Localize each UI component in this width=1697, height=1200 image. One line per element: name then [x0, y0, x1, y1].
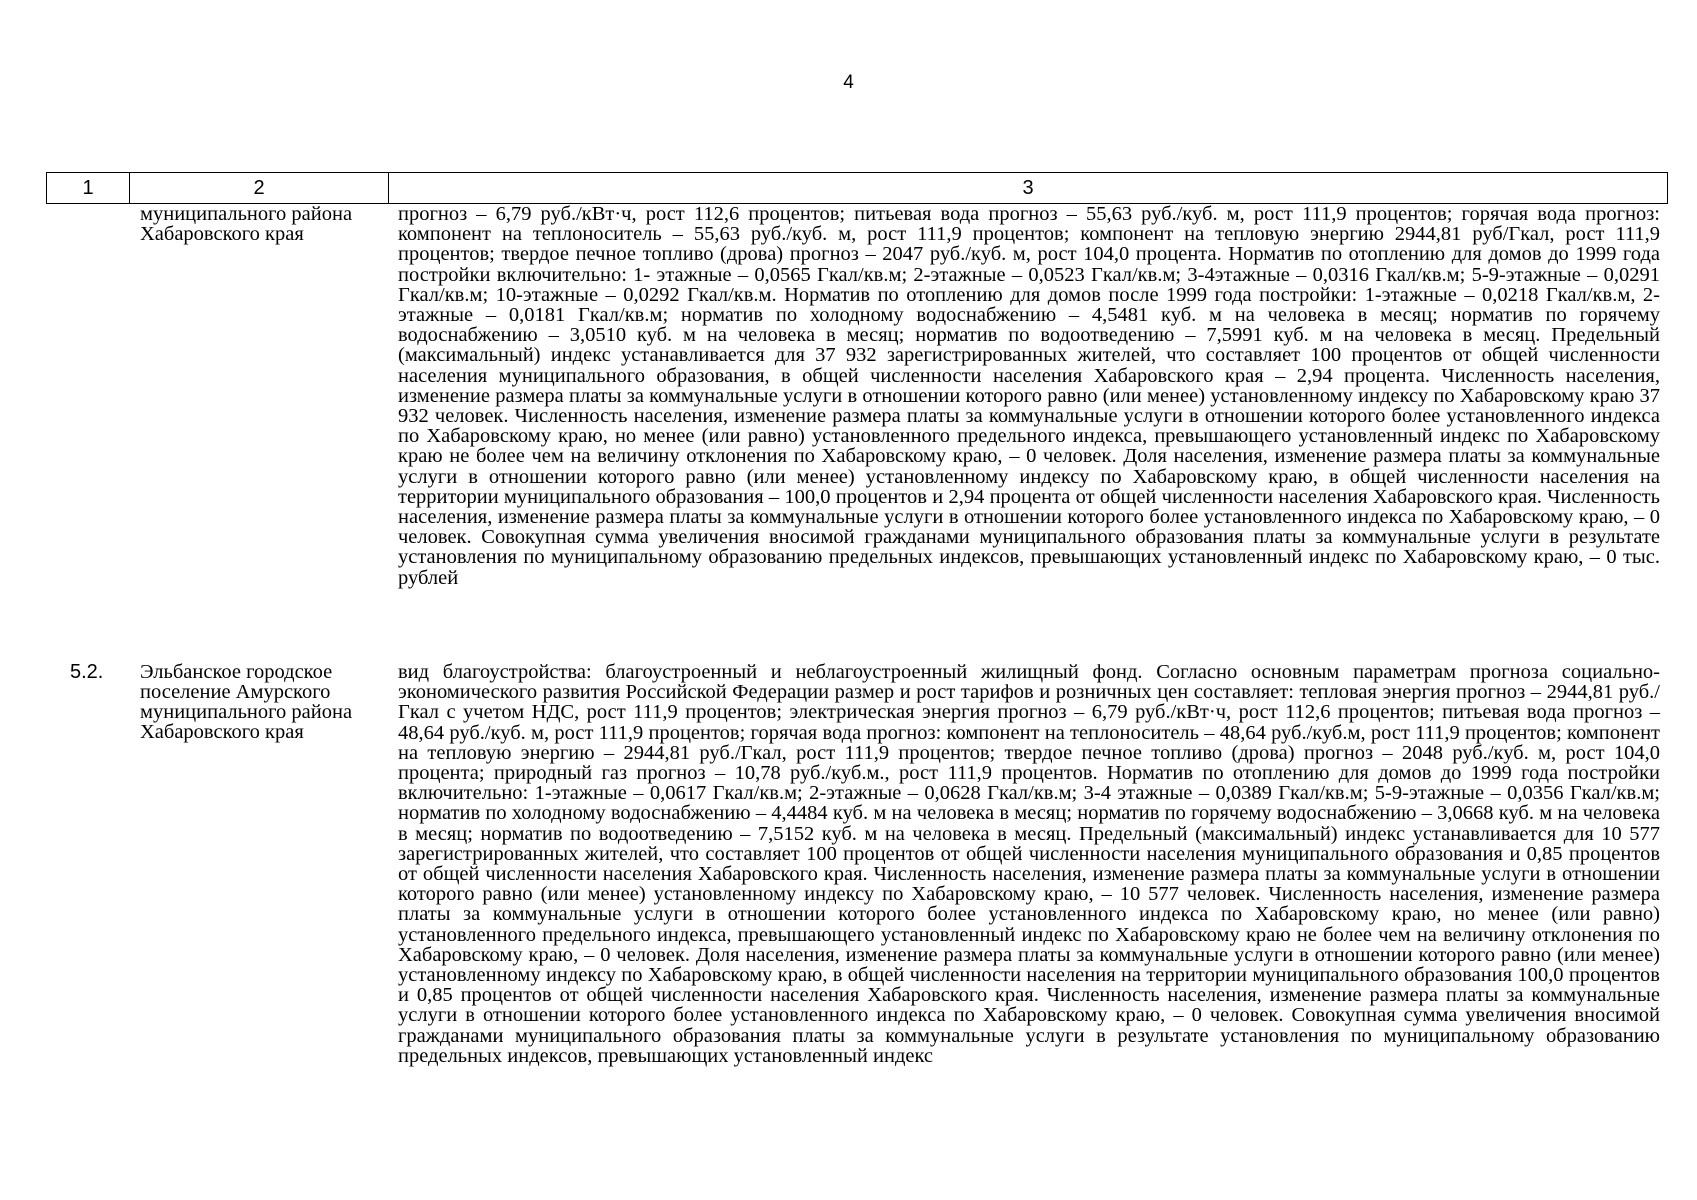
- table-header-row: [47, 173, 1668, 204]
- column-header-1: 1: [47, 173, 130, 204]
- municipality-name: Эльбанское городское поселение Амурского муниципального района Хабаровского края: [140, 661, 353, 743]
- column-header-2: 2: [130, 173, 389, 204]
- row-description: вид благоустройства: благоустроенный и неблагоустроенный жилищный фонд. Согласно основным параметрам прогноза социально-экономического развития Российской Федерации размер и рост тарифов и розничных цен составляет: тепловая энергия прогноз – 2944,81 руб./Гкал с учетом НДС, рост 111,9 процентов; электрическая энергия прогноз – 6,79 руб./кВт·ч, рост 112,6 процентов; питьевая вода прогноз – 48,64 руб./куб. м, рост 111,9 процентов; горячая вода прогноз: компонент на теплоноситель – 48,64 руб./куб.м, рост 111,9 процентов; компонент на тепловую энергию – 2944,81 руб./Гкал, рост 111,9 процентов; твердое печное топливо (дрова) прогноз – 2048 руб./куб. м, рост 104,0 процента; природный газ прогноз – 10,78 руб./куб.м., рост 111,9 процентов. Норматив по отоплению для домов до 1999 года постройки включительно: 1-этажные – 0,0617 Гкал/кв.м; 2-этажные – 0,0628 Гкал/кв.м; 3-4 этажные – 0,0389 Гкал/кв.м; 5-9-этажные – 0,0356 Гкал/кв.м; норматив по холодному водоснабжению – 4,4484 куб. м на человека в месяц; норматив по горячему водоснабжению – 3,0668 куб. м на человека в месяц; норматив по водоотведению – 7,5152 куб. м на человека в месяц. Предельный (максимальный) индекс устанавливается для 10 577 зарегистрированных жителей, что составляет 100 процентов от общей численности населения муниципального образования и 0,85 процентов от общей численности населения Хабаровского края. Численность населения, изменение размера платы за коммунальные услуги в отношении которого равно (или менее) установленному индексу по Хабаровскому краю, – 10 577 человек. Численность населения, изменение размера платы за коммунальные услуги в отношении которого более установленного индекса по Хабаровскому краю, но менее (или равно) установленного предельного индекса, превышающего установленный индекс по Хабаровскому краю не более чем на величину отклонения по Хабаровскому краю, – 0 человек. Доля населения, изменение размера платы за коммунальные услуги в отношении которого равно (или менее) установленному индексу по Хабаровскому краю, в общей численности населения на территории муниципального образования 100,0 процентов и 0,85 процентов от общей численности населения Хабаровского края. Численность населения, изменение размера платы за коммунальные услуги в отношении которого более установленного индекса по Хабаровскому краю, – 0 человек. Совокупная сумма увеличения вносимой гражданами муниципального образования платы за коммунальные услуги в результате установления по муниципальному образованию предельных индексов, превышающих установленный индекс: [398, 661, 1660, 1067]
- table-header: [46, 172, 1668, 204]
- row-description: прогноз – 6,79 руб./кВт·ч, рост 112,6 процентов; питьевая вода прогноз – 55,63 руб./куб. м, рост 111,9 процентов; горячая вода прогноз: компонент на теплоноситель – 55,63 руб./куб. м, рост 111,9 процентов; компонент на тепловую энергию 2944,81 руб/Гкал, рост 111,9 процентов; твердое печное топливо (дрова) прогноз – 2047 руб./куб. м, рост 104,0 процента. Норматив по отоплению для домов до 1999 года постройки включительно: 1- этажные – 0,0565 Гкал/кв.м; 2-этажные – 0,0523 Гкал/кв.м; 3-4этажные – 0,0316 Гкал/кв.м; 5-9-этажные – 0,0291 Гкал/кв.м; 10-этажные – 0,0292 Гкал/кв.м. Норматив по отоплению для домов после 1999 года постройки: 1-этажные – 0,0218 Гкал/кв.м, 2-этажные – 0,0181 Гкал/кв.м; норматив по холодному водоснабжению – 4,5481 куб. м на человека в месяц; норматив по горячему водоснабжению – 3,0510 куб. м на человека в месяц; норматив по водоотведению – 7,5991 куб. м на человека в месяц. Предельный (максимальный) индекс устанавливается для 37 932 зарегистрированных жителей, что составляет 100 процентов от общей численности населения муниципального образования, в общей численности населения Хабаровского края – 2,94 процента. Численность населения, изменение размера платы за коммунальные услуги в отношении которого равно (или менее) установленному индексу по Хабаровскому краю 37 932 человек. Численность населения, изменение размера платы за коммунальные услуги в отношении которого более установленного индекса по Хабаровскому краю, но менее (или равно) установленного предельного индекса, превышающего установленный индекс по Хабаровскому краю не более чем на величину отклонения по Хабаровскому краю, – 0 человек. Доля населения, изменение размера платы за коммунальные услуги в отношении которого равно (или менее) установленному индексу по Хабаровскому краю, в общей численности населения на территории муниципального образования – 100,0 процентов и 2,94 процента от общей численности населения Хабаровского края. Численность населения, изменение размера платы за коммунальные услуги в отношении которого более установленного индекса по Хабаровскому краю, – 0 человек. Совокупная сумма увеличения вносимой гражданами муниципального образования платы за коммунальные услуги в результате установления по муниципальному образованию предельных индексов, превышающих установленный индекс по Хабаровскому краю, – 0 тыс. рублей: [398, 203, 1660, 589]
- municipality-name: муниципального района Хабаровского края: [140, 203, 353, 245]
- row-number: 5.2.: [70, 661, 104, 683]
- page-number: 4: [843, 72, 854, 93]
- column-header-3: 3: [389, 173, 1668, 204]
